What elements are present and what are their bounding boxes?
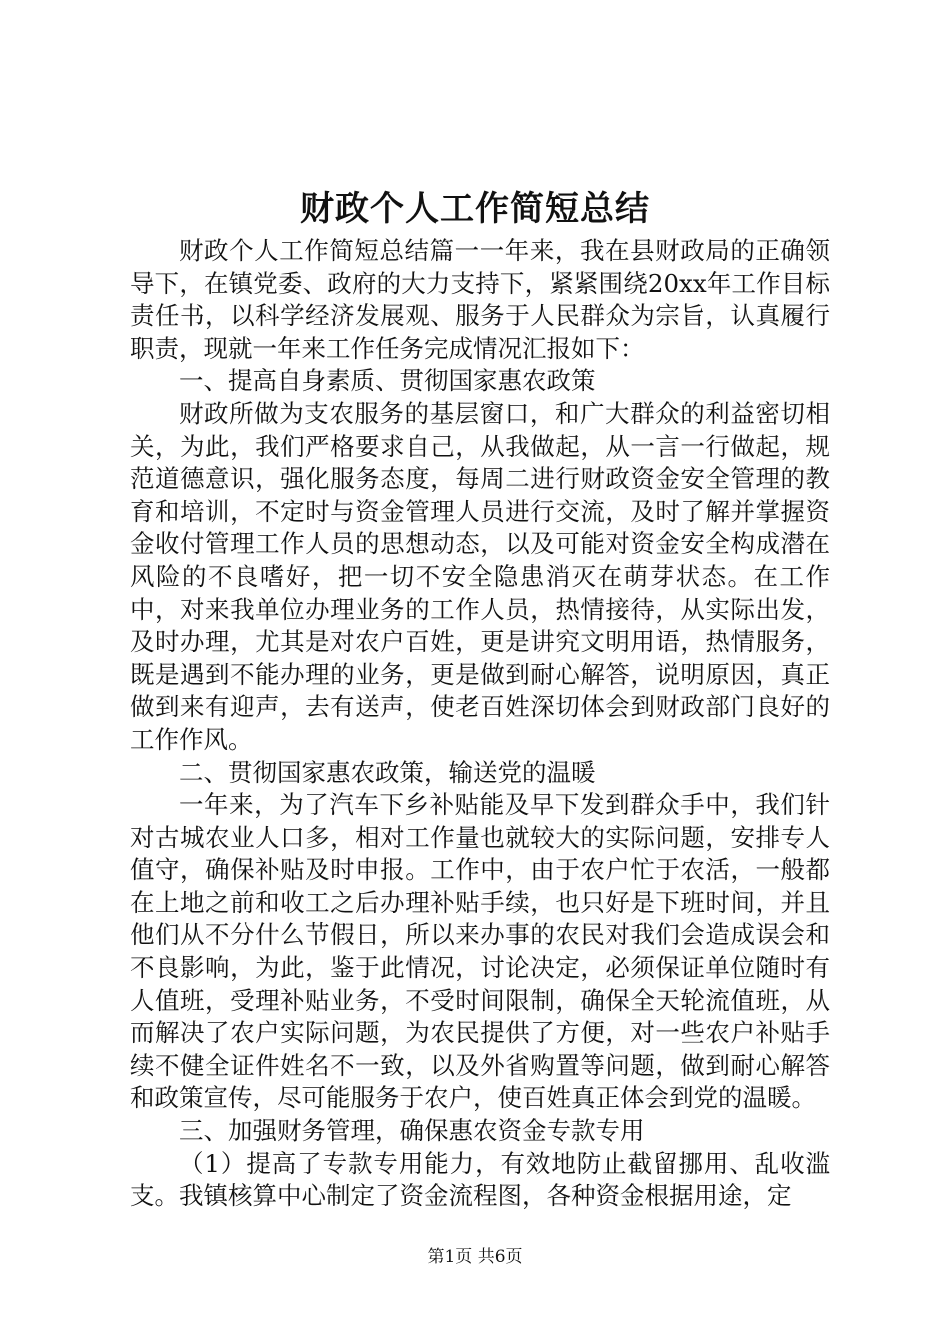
intro-paragraph: 财政个人工作简短总结篇一一年来，我在县财政局的正确领导下，在镇党委、政府的大力支持下，紧紧围绕20xx年工作目标责任书，以科学经济发展观、服务于人民群众为宗旨，认真履行职责，现就一年来工作任务完成情况汇报如下： bbox=[130, 236, 830, 363]
section-3-paragraph: （1）提高了专款专用能力，有效地防止截留挪用、乱收滥支。我镇核算中心制定了资金流程图，各种资金根据用途，定 bbox=[130, 1148, 830, 1211]
section-heading-3: 三、加强财务管理，确保惠农资金专款专用 bbox=[179, 1116, 645, 1146]
page-number: 第1页 共6页 bbox=[427, 1247, 523, 1267]
section-heading-1: 一、提高自身素质、贯彻国家惠农政策 bbox=[179, 366, 596, 396]
document-body bbox=[130, 235, 830, 1213]
section-2-paragraph: 一年来，为了汽车下乡补贴能及早下发到群众手中，我们针对古城农业人口多，相对工作量也就较大的实际问题，安排专人值守，确保补贴及时申报。工作中，由于农户忙于农活，一般都在上地之前和收工之后办理补贴手续，也只好是下班时间，并且他们从不分什么节假日，所以来办事的农民对我们会造成误会和不良影响，为此，鉴于此情况，讨论决定，必须保证单位随时有人值班，受理补贴业务，不受时间限制，确保全天轮流值班，从而解决了农户实际问题，为农民提供了方便，对一些农户补贴手续不健全证件姓名不一致，以及外省购置等问题，做到耐心解答和政策宣传，尽可能服务于农户，使百姓真正体会到党的温暖。 bbox=[130, 790, 830, 1113]
section-heading-2: 二、贯彻国家惠农政策，输送党的温暖 bbox=[179, 757, 596, 787]
section-1-paragraph: 财政所做为支农服务的基层窗口，和广大群众的利益密切相关，为此，我们严格要求自己，从我做起，从一言一行做起，规范道德意识，强化服务态度，每周二进行财政资金安全管理的教育和培训，不定时与资金管理人员进行交流，及时了解并掌握资金收付管理工作人员的思想动态，以及可能对资金安全构成潜在风险的不良嗜好，把一切不安全隐患消灭在萌芽状态。在工作中，对来我单位办理业务的工作人员，热情接待，从实际出发，及时办理，尤其是对农户百姓，更是讲究文明用语，热情服务，既是遇到不能办理的业务，更是做到耐心解答，说明原因，真正做到来有迎声，去有送声，使老百姓深切体会到财政部门良好的工作作风。 bbox=[130, 398, 830, 754]
page-title: 财政个人工作简短总结 bbox=[300, 189, 650, 229]
